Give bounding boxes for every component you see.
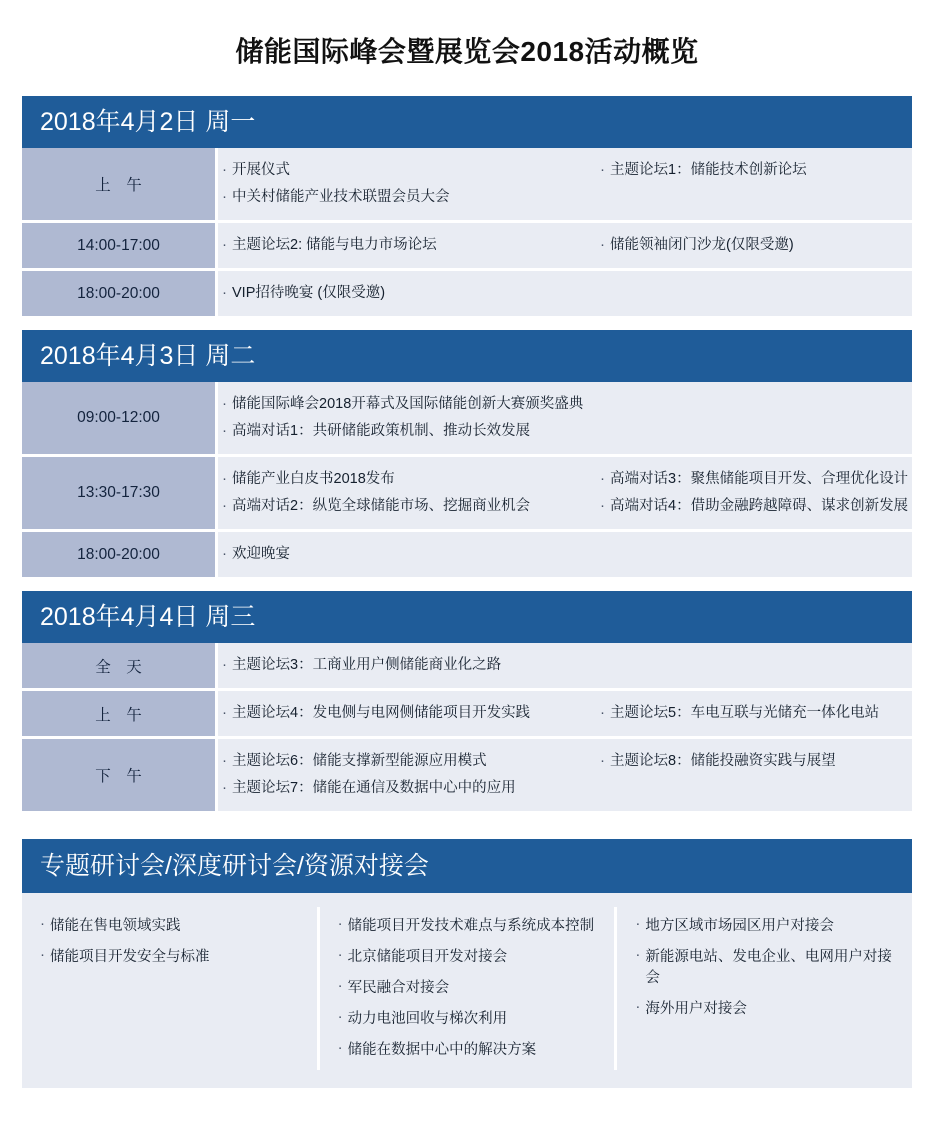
workshop-item: · 北京储能项目开发对接会: [334, 942, 605, 973]
content-column-left: [218, 280, 912, 307]
content-line: [218, 541, 912, 568]
agenda-item: · 储能领袖闭门沙龙(仅限受邀): [596, 232, 912, 259]
content-line: [218, 652, 912, 679]
page-title: 储能国际峰会暨展览会2018活动概览: [235, 36, 699, 67]
content-line: [218, 700, 912, 727]
content-cell: [218, 223, 912, 268]
content-column-right: [574, 232, 912, 259]
spacer: [22, 316, 912, 330]
workshop-section-body: [22, 893, 912, 1088]
workshop-item: · 储能在数据中心中的解决方案: [334, 1035, 605, 1066]
time-cell: 13:30-17:30: [22, 457, 218, 529]
content-column-right: [574, 466, 912, 520]
content-column-right: [574, 748, 912, 802]
content-cell: [218, 382, 912, 454]
workshop-column-1: [22, 907, 317, 1070]
agenda-item: · 主题论坛5：车电互联与光储充一体化电站: [596, 700, 912, 727]
content-line: [218, 157, 912, 211]
time-cell: 18:00-20:00: [22, 271, 218, 316]
workshop-column-2: [317, 907, 615, 1070]
content-line: [218, 280, 912, 307]
content-cell: [218, 739, 912, 811]
agenda-item: · 开展仪式: [218, 157, 574, 184]
time-cell: 09:00-12:00: [22, 382, 218, 454]
agenda-item: · 高端对话2：纵览全球储能市场、挖掘商业机会: [218, 493, 574, 520]
content-column-left: [218, 748, 574, 802]
content-cell: [218, 148, 912, 220]
agenda-item: · 主题论坛1：储能技术创新论坛: [596, 157, 912, 184]
schedule-row: [22, 271, 912, 316]
content-column-left: [218, 700, 574, 727]
day-block-1: [22, 96, 912, 316]
content-column-left: [218, 466, 574, 520]
time-cell: 14:00-17:00: [22, 223, 218, 268]
workshop-item: · 储能项目开发安全与标准: [36, 942, 307, 973]
day-header-2: 2018年4月3日 周二: [22, 330, 912, 382]
agenda-item: · 欢迎晚宴: [218, 541, 912, 568]
schedule-row: [22, 532, 912, 577]
workshop-item: · 海外用户对接会: [631, 994, 902, 1025]
day-header-1: 2018年4月2日 周一: [22, 96, 912, 148]
schedule-row: [22, 457, 912, 532]
content-line: [218, 232, 912, 259]
schedule-row: [22, 691, 912, 739]
time-cell: 上 午: [22, 148, 218, 220]
agenda-item: · VIP招待晚宴 (仅限受邀): [218, 280, 912, 307]
day-block-3: [22, 591, 912, 811]
content-cell: [218, 457, 912, 529]
content-line: [218, 466, 912, 520]
time-cell: 全 天: [22, 643, 218, 688]
agenda-item: · 高端对话3：聚焦储能项目开发、合理优化设计: [596, 466, 912, 493]
content-column-left: [218, 541, 912, 568]
time-cell: 上 午: [22, 691, 218, 736]
workshop-item: · 军民融合对接会: [334, 973, 605, 1004]
agenda-item: · 中关村储能产业技术联盟会员大会: [218, 184, 574, 211]
agenda-item: · 主题论坛8：储能投融资实践与展望: [596, 748, 912, 775]
agenda-item: · 主题论坛3：工商业用户侧储能商业化之路: [218, 652, 912, 679]
workshop-section: [22, 839, 912, 1088]
schedule-row: [22, 382, 912, 457]
schedule-row: [22, 643, 912, 691]
content-column-left: [218, 232, 574, 259]
agenda-item: · 储能国际峰会2018开幕式及国际储能创新大赛颁奖盛典: [218, 391, 912, 418]
workshop-section-header: 专题研讨会/深度研讨会/资源对接会: [22, 839, 912, 893]
agenda-item: · 主题论坛2: 储能与电力市场论坛: [218, 232, 574, 259]
agenda-item: · 主题论坛4：发电侧与电网侧储能项目开发实践: [218, 700, 574, 727]
content-column-left: [218, 652, 912, 679]
day-header-3: 2018年4月4日 周三: [22, 591, 912, 643]
workshop-item: · 储能项目开发技术难点与系统成本控制: [334, 911, 605, 942]
schedule-row: [22, 148, 912, 223]
agenda-item: · 储能产业白皮书2018发布: [218, 466, 574, 493]
content-line: [218, 391, 912, 445]
content-cell: [218, 271, 912, 316]
agenda-item: · 主题论坛7：储能在通信及数据中心中的应用: [218, 775, 574, 802]
content-cell: [218, 691, 912, 736]
schedule-row: [22, 223, 912, 271]
content-column-left: [218, 157, 574, 211]
schedule-row: [22, 739, 912, 811]
time-cell: 18:00-20:00: [22, 532, 218, 577]
workshop-column-3: [614, 907, 912, 1070]
workshop-item: · 动力电池回收与梯次利用: [334, 1004, 605, 1035]
content-column-right: [574, 157, 912, 211]
content-column-left: [218, 391, 912, 445]
content-line: [218, 748, 912, 802]
agenda-item: · 高端对话1：共研储能政策机制、推动长效发展: [218, 418, 912, 445]
workshop-item: · 储能在售电领域实践: [36, 911, 307, 942]
agenda-item: · 主题论坛6：储能支撑新型能源应用模式: [218, 748, 574, 775]
workshop-item: · 地方区域市场园区用户对接会: [631, 911, 902, 942]
content-cell: [218, 532, 912, 577]
time-cell: 下 午: [22, 739, 218, 811]
content-cell: [218, 643, 912, 688]
content-column-right: [574, 700, 912, 727]
agenda-item: · 高端对话4：借助金融跨越障碍、谋求创新发展: [596, 493, 912, 520]
spacer: [22, 577, 912, 591]
workshop-item: · 新能源电站、发电企业、电网用户对接会: [631, 942, 902, 994]
day-block-2: [22, 330, 912, 577]
